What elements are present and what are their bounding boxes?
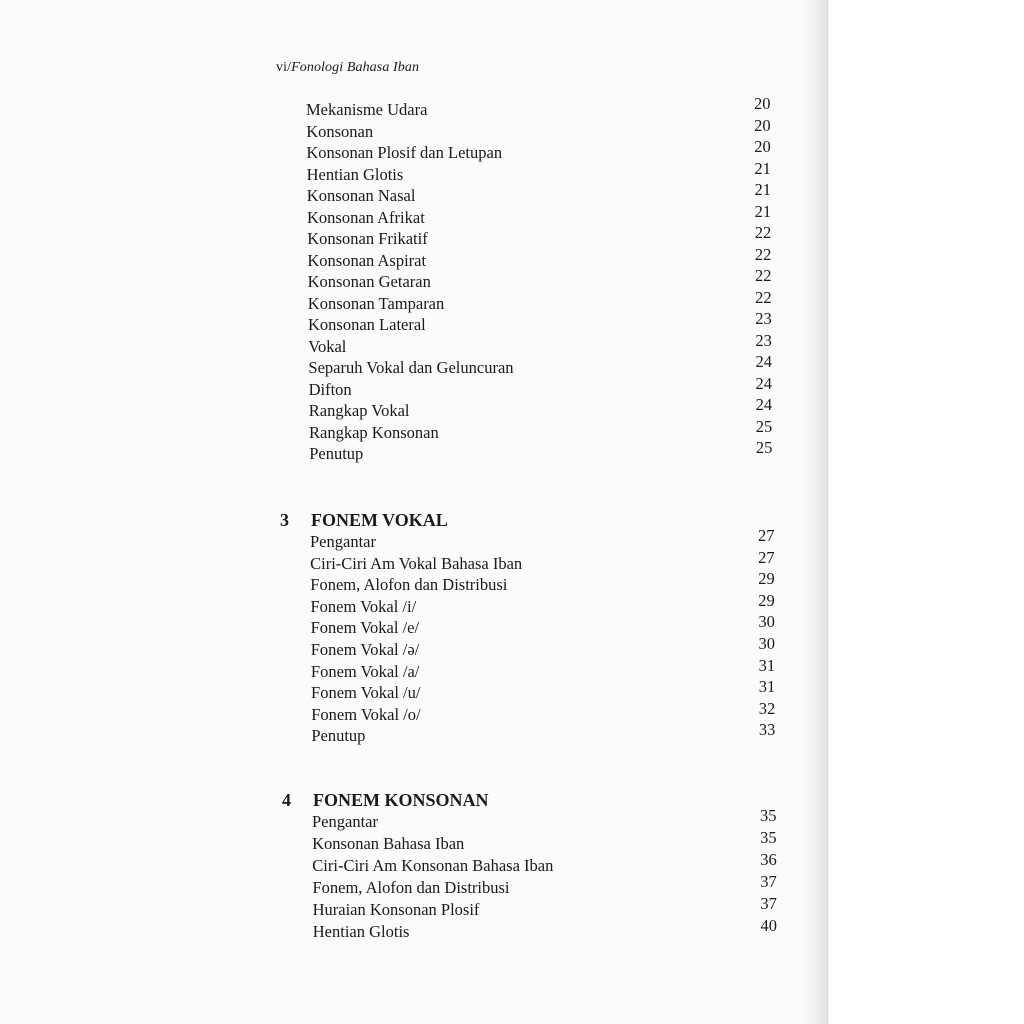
toc-entry-title: Konsonan Lateral: [308, 315, 426, 334]
toc-entry-page-number: 20: [754, 115, 771, 135]
running-head-title: Fonologi Bahasa Iban: [291, 60, 420, 75]
toc-entry-page-number: 21: [754, 158, 771, 178]
toc-entry-page-number: 35: [760, 806, 777, 825]
toc-entry: [0, 828, 826, 855]
toc-entry-title: Fonem Vokal /i/: [310, 596, 417, 616]
toc-entry-title: Konsonan Frikatif: [307, 229, 428, 248]
toc-entry-page-number: 33: [758, 720, 776, 740]
toc-entry-page-number: 37: [760, 894, 777, 913]
toc-entry-title: Mekanisme Udara: [306, 100, 428, 119]
toc-entry-title: Hentian Glotis: [312, 922, 410, 941]
toc-entry: [0, 634, 826, 661]
toc-entry: [0, 137, 826, 164]
toc-entry-title: Separuh Vokal dan Geluncuran: [308, 358, 514, 377]
toc-entry: [0, 916, 826, 943]
toc-entry-title: Konsonan Aspirat: [307, 250, 427, 270]
toc-entry: [0, 244, 826, 272]
toc-entry-title: Pengantar: [312, 812, 378, 831]
toc-entry-page-number: 20: [754, 137, 771, 156]
toc-entry-title: Penutup: [311, 726, 366, 746]
toc-entry-page-number: 21: [754, 201, 772, 221]
toc-entry-page-number: 30: [758, 634, 775, 653]
toc-entry-title: Penutup: [309, 444, 364, 463]
toc-entry-page-number: 22: [754, 244, 772, 264]
toc-entry-title: Difton: [308, 379, 352, 399]
toc-entry-page-number: 31: [758, 677, 776, 697]
chapter-title: FONEM KONSONAN: [313, 790, 489, 810]
toc-entry-title: Fonem Vokal /o/: [311, 704, 421, 724]
toc-entry-page-number: 35: [760, 828, 777, 847]
toc-entry: [0, 287, 826, 315]
toc-entry: [0, 720, 826, 747]
toc-entry-title: Konsonan Tamparan: [307, 293, 445, 313]
toc-entry-title: Huraian Konsonan Plosif: [312, 900, 480, 919]
toc-entry: [0, 569, 826, 596]
toc-entry-page-number: 31: [758, 655, 776, 675]
toc-entry-title: Konsonan Nasal: [306, 186, 416, 205]
toc-entry: [0, 330, 826, 358]
toc-entry: [0, 309, 826, 336]
toc-entry-title: Konsonan Afrikat: [307, 207, 425, 227]
toc-entry-title: Ciri-Ciri Am Vokal Bahasa Iban: [310, 553, 523, 573]
toc-entry-page-number: 22: [754, 223, 772, 242]
toc-entry: [0, 266, 826, 293]
toc-entry-title: Fonem, Alofon dan Distribusi: [312, 878, 510, 897]
toc-entry: [0, 201, 826, 229]
chapter-title: FONEM VOKAL: [311, 510, 448, 530]
toc-entry-page-number: 22: [755, 287, 772, 307]
toc-entry: [0, 352, 826, 379]
toc-entry-page-number: 29: [758, 569, 775, 589]
toc-entry: [0, 590, 826, 618]
toc-entry-title: Konsonan Plosif dan Letupan: [306, 143, 503, 162]
toc-entry-page-number: 20: [754, 94, 771, 113]
toc-entry-title: Fonem Vokal /e/: [310, 618, 420, 638]
chapter-number: 4: [282, 790, 291, 810]
toc-entry-page-number: 24: [755, 395, 773, 414]
toc-entry-title: Konsonan Getaran: [307, 272, 431, 291]
toc-entry-page-number: 21: [754, 180, 771, 199]
toc-entry-title: Vokal: [308, 336, 347, 356]
toc-entry-title: Fonem Vokal /u/: [311, 683, 421, 703]
toc-entry: [0, 115, 826, 143]
toc-entry-page-number: 40: [760, 916, 777, 935]
toc-entry: [0, 94, 826, 121]
toc-entry-title: Pengantar: [310, 532, 376, 551]
toc-entry-page-number: 30: [758, 612, 775, 632]
toc-entry: [0, 158, 826, 186]
toc-entry: [0, 677, 826, 704]
running-head: [276, 60, 419, 76]
toc-entry: [0, 698, 826, 726]
toc-entry-page-number: 29: [758, 590, 775, 610]
toc-entry-page-number: 32: [758, 698, 776, 718]
toc-entry-page-number: 36: [760, 850, 777, 869]
toc-entry: [0, 872, 826, 899]
toc-entry: [0, 373, 826, 401]
toc-entry: [0, 223, 826, 250]
toc-entry: [0, 806, 826, 833]
toc-entry-title: Fonem Vokal /a/: [310, 661, 420, 681]
toc-entry-page-number: 25: [755, 416, 773, 436]
toc-entry: [0, 526, 826, 553]
toc-entry-page-number: 23: [755, 309, 772, 328]
toc-entry-page-number: 22: [754, 266, 772, 285]
toc-entry: [0, 395, 826, 422]
toc-entry-title: Fonem, Alofon dan Distribusi: [310, 575, 508, 595]
toc-entry: [0, 547, 826, 575]
toc-entry-page-number: 23: [755, 330, 772, 350]
toc-entry: [0, 438, 826, 465]
toc-entry: [0, 612, 826, 639]
toc-entry: [0, 894, 826, 921]
toc-entry-title: Hentian Glotis: [306, 164, 404, 184]
toc-entry-page-number: 25: [755, 438, 773, 457]
chapter-number: 3: [280, 510, 289, 530]
toc-entry-title: Rangkap Vokal: [308, 401, 410, 420]
toc-entry-title: Konsonan Bahasa Iban: [312, 834, 465, 853]
page-edge-shadow: [800, 0, 1024, 1024]
toc-entry: [0, 850, 826, 877]
folio-number: vi/: [276, 60, 292, 75]
toc-entry: [0, 416, 826, 444]
toc-entry-page-number: 24: [755, 352, 772, 371]
toc-entry-title: Fonem Vokal /ə/: [310, 640, 420, 659]
toc-entry-page-number: 27: [758, 547, 775, 567]
toc-entry-title: Konsonan: [306, 121, 374, 141]
toc-entry-page-number: 37: [760, 872, 777, 891]
toc-entry-title: Ciri-Ciri Am Konsonan Bahasa Iban: [312, 856, 554, 875]
toc-entry-title: Rangkap Konsonan: [309, 422, 439, 442]
toc-entry: [0, 655, 826, 683]
toc-entry-page-number: 27: [758, 526, 775, 545]
toc-entry-page-number: 24: [755, 373, 773, 393]
toc-entry: [0, 180, 826, 207]
